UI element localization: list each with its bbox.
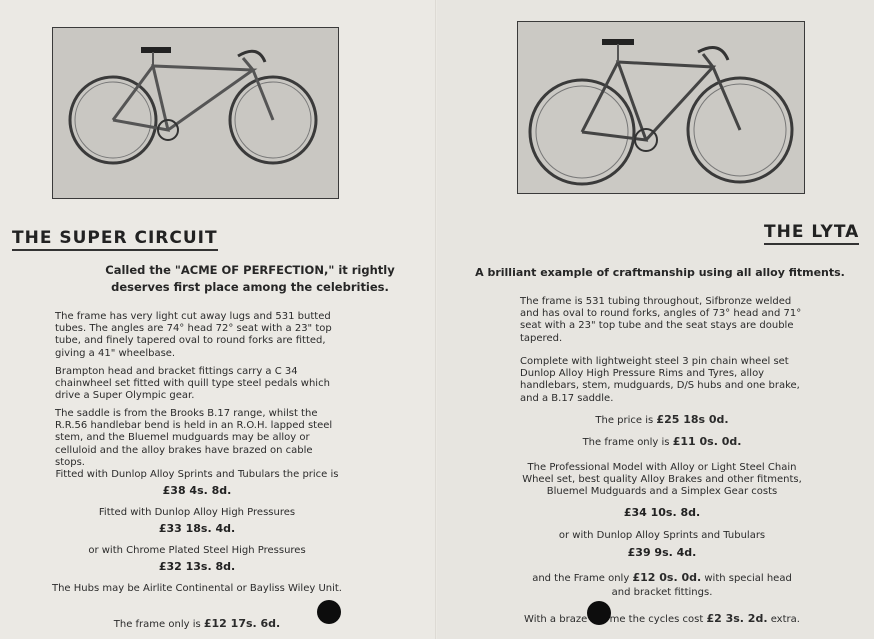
right-page	[437, 0, 874, 639]
lyta-frame2-line2: and bracket fittings.	[611, 587, 713, 598]
hubs-text: The Hubs may be Airlite Continental or Bayliss Wiley Unit.	[51, 583, 342, 594]
bicycle-icon	[53, 28, 338, 198]
lyta-frame2-post: with special head	[704, 573, 792, 584]
lyta-bicycle-photo	[517, 21, 805, 194]
lyta-brazed-pre: With a braze	[524, 614, 588, 625]
bicycle-icon	[518, 22, 804, 193]
punch-hole-icon	[587, 601, 611, 625]
punch-hole-icon	[317, 600, 341, 624]
lyta-brazed-post: extra.	[770, 614, 800, 625]
super-circuit-paragraph-saddle: The saddle is from the Brooks B.17 range, whilst the R.R.56 handlebar bend is held in an R.O.H. lapped steel stem, and the Bluemel mudguards may be alloy or celluloid and the alloy brakes have brazed on cable stops.	[55, 408, 333, 468]
lyta-brazed-mid: me the cycles cost	[609, 614, 704, 625]
lyta-frame2-pre: and the Frame only	[532, 573, 630, 584]
option-chrome-text: or with Chrome Plated Steel High Pressures	[88, 545, 306, 556]
option-high-pressures-price: £33 18s. 4d.	[158, 522, 236, 535]
frame-only-label: The frame only is	[113, 619, 201, 630]
lyta-title: THE LYTA	[764, 222, 859, 245]
lyta-paragraph-frame: The frame is 531 tubing throughout, Sifbronze welded and has oval to round forks, angles of 73° head and 71° seat with a 23" top tube and the seat stays are double tapered.	[520, 296, 802, 344]
lyta-price-label: The price is	[595, 415, 654, 426]
frame-only-line	[50, 617, 344, 631]
lyta-price-line	[520, 413, 804, 427]
lyta-frame-line	[520, 435, 804, 449]
super-circuit-title: THE SUPER CIRCUIT	[12, 228, 218, 251]
lyta-price-value: £25 18s 0d.	[656, 413, 729, 426]
super-circuit-paragraph-frame: The frame has very light cut away lugs and 531 butted tubes. The angles are 74° head 72° seat with a 23" top tube, and finely tapered oval to round forks are fitted, giving a 41" wheelbase.	[55, 311, 332, 359]
lyta-brazed-line	[507, 612, 817, 626]
lyta-brazed-price: £2 3s. 2d.	[706, 612, 768, 625]
lyta-frame-label: The frame only is	[582, 437, 670, 448]
option-chrome-price: £32 13s. 8d.	[158, 560, 236, 573]
lyta-intro: A brilliant example of craftmanship using all alloy fitments.	[475, 266, 845, 279]
intro-line-2: deserves first place among the celebrities.	[111, 280, 389, 294]
super-circuit-paragraph-fittings: Brampton head and bracket fittings carry a C 34 chainwheel set fitted with quill type steel pedals which drive a Super Olympic gear.	[55, 366, 330, 402]
frame-only-price: £12 17s. 6d.	[203, 617, 281, 630]
lyta-frame2-price: £12 0s. 0d.	[632, 571, 702, 584]
lyta-frame-value: £11 0s. 0d.	[672, 435, 742, 448]
option-sprints-price: £38 4s. 8d.	[162, 484, 232, 497]
option-high-pressures-text: Fitted with Dunlop Alloy High Pressures	[98, 507, 296, 518]
lyta-option-price: £39 9s. 4d.	[627, 546, 697, 559]
pro-model-price: £34 10s. 8d.	[623, 506, 701, 519]
super-circuit-intro	[95, 262, 405, 296]
lyta-option-text: or with Dunlop Alloy Sprints and Tubulars	[558, 530, 766, 541]
lyta-paragraph-complete: Complete with lightweight steel 3 pin chain wheel set Dunlop Alloy High Pressure Rims and Tyres, alloy handlebars, stem, mudguards, D/S hubs and one brake, and a B.17 saddle.	[520, 356, 800, 404]
pro-model-text: The Professional Model with Alloy or Light Steel Chain Wheel set, best quality Alloy Brakes and other fitments, Bluemel Mudguards and a Simplex Gear costs	[522, 462, 802, 497]
intro-line-1: Called the "ACME OF PERFECTION," it rightly	[105, 263, 395, 277]
super-circuit-bicycle-photo	[52, 27, 339, 199]
lyta-frame2-line	[507, 571, 817, 585]
option-sprints-text: Fitted with Dunlop Alloy Sprints and Tubulars the price is	[55, 469, 339, 480]
